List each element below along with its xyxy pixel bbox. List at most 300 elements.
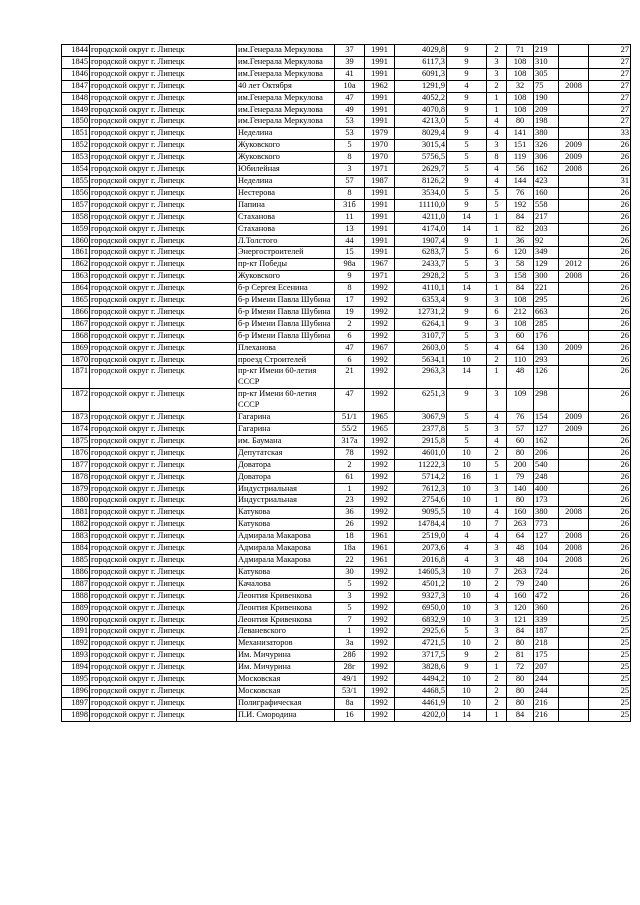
area-cell: 4468,5 <box>395 685 447 697</box>
area-cell: 6950,0 <box>395 602 447 614</box>
floors-cell: 10 <box>447 354 487 366</box>
table-row <box>62 566 631 578</box>
area-cell: 6264,1 <box>395 318 447 330</box>
apartments-cell: 76 <box>507 412 534 424</box>
table-row <box>62 104 631 116</box>
entrances-cell: 2 <box>487 650 507 662</box>
row-number-cell: 1867 <box>62 318 90 330</box>
row-number-cell: 1847 <box>62 80 90 92</box>
house-number-cell: 30 <box>335 566 365 578</box>
house-number-cell: 98а <box>335 259 365 271</box>
table-row <box>62 614 631 626</box>
apartments-cell: 48 <box>507 554 534 566</box>
area-cell: 2925,6 <box>395 626 447 638</box>
residents-cell: 558 <box>534 199 559 211</box>
entrances-cell: 3 <box>487 68 507 80</box>
table-row <box>62 495 631 507</box>
build-year-cell: 1992 <box>365 483 395 495</box>
house-number-cell: 13 <box>335 223 365 235</box>
municipality-cell: городской округ г. Липецк <box>90 271 237 283</box>
wear-percent-cell: 26 <box>589 235 631 247</box>
row-number-cell: 1849 <box>62 104 90 116</box>
table-row <box>62 92 631 104</box>
repair-year-cell <box>559 709 589 721</box>
table-row <box>62 602 631 614</box>
wear-percent-cell: 26 <box>589 435 631 447</box>
build-year-cell: 1992 <box>365 389 395 412</box>
street-cell: Плеханова <box>237 342 335 354</box>
table-body <box>62 45 631 722</box>
wear-percent-cell: 26 <box>589 271 631 283</box>
build-year-cell: 1961 <box>365 554 395 566</box>
wear-percent-cell: 26 <box>589 187 631 199</box>
repair-year-cell <box>559 602 589 614</box>
row-number-cell: 1882 <box>62 519 90 531</box>
repair-year-cell <box>559 306 589 318</box>
residents-cell: 300 <box>534 271 559 283</box>
table-row <box>62 152 631 164</box>
municipality-cell: городской округ г. Липецк <box>90 554 237 566</box>
table-row <box>62 626 631 638</box>
row-number-cell: 1895 <box>62 674 90 686</box>
apartments-cell: 57 <box>507 424 534 436</box>
table-row <box>62 56 631 68</box>
table-row <box>62 507 631 519</box>
entrances-cell: 5 <box>487 459 507 471</box>
area-cell: 5756,5 <box>395 152 447 164</box>
area-cell: 4601,0 <box>395 447 447 459</box>
street-cell: Московская <box>237 674 335 686</box>
street-cell: Полиграфическая <box>237 697 335 709</box>
street-cell: Нестерова <box>237 187 335 199</box>
row-number-cell: 1845 <box>62 56 90 68</box>
wear-percent-cell: 26 <box>589 507 631 519</box>
floors-cell: 9 <box>447 662 487 674</box>
table-row <box>62 709 631 721</box>
floors-cell: 5 <box>447 435 487 447</box>
house-number-cell: 44 <box>335 235 365 247</box>
area-cell: 4494,2 <box>395 674 447 686</box>
area-cell: 8126,2 <box>395 175 447 187</box>
build-year-cell: 1992 <box>365 626 395 638</box>
wear-percent-cell: 25 <box>589 709 631 721</box>
repair-year-cell <box>559 566 589 578</box>
row-number-cell: 1868 <box>62 330 90 342</box>
municipality-cell: городской округ г. Липецк <box>90 45 237 57</box>
residents-cell: 248 <box>534 471 559 483</box>
floors-cell: 14 <box>447 283 487 295</box>
municipality-cell: городской округ г. Липецк <box>90 223 237 235</box>
house-number-cell: 37 <box>335 45 365 57</box>
row-number-cell: 1891 <box>62 626 90 638</box>
wear-percent-cell: 26 <box>589 578 631 590</box>
wear-percent-cell: 25 <box>589 662 631 674</box>
house-number-cell: 49 <box>335 104 365 116</box>
apartments-cell: 140 <box>507 483 534 495</box>
build-year-cell: 1992 <box>365 662 395 674</box>
repair-year-cell <box>559 614 589 626</box>
street-cell: Л.Толстого <box>237 235 335 247</box>
table-row <box>62 590 631 602</box>
house-number-cell: 19 <box>335 306 365 318</box>
build-year-cell: 1970 <box>365 152 395 164</box>
repair-year-cell: 2008 <box>559 531 589 543</box>
municipality-cell: городской округ г. Липецк <box>90 199 237 211</box>
table-row <box>62 483 631 495</box>
area-cell: 2073,6 <box>395 543 447 555</box>
floors-cell: 14 <box>447 709 487 721</box>
residents-cell: 162 <box>534 435 559 447</box>
street-cell: Энергостроителей <box>237 247 335 259</box>
house-number-cell: 28г <box>335 662 365 674</box>
residents-cell: 219 <box>534 45 559 57</box>
wear-percent-cell: 26 <box>589 412 631 424</box>
street-cell: Индустриальная <box>237 483 335 495</box>
house-number-cell: 2 <box>335 318 365 330</box>
area-cell: 1291,9 <box>395 80 447 92</box>
row-number-cell: 1852 <box>62 140 90 152</box>
house-number-cell: 7 <box>335 614 365 626</box>
build-year-cell: 1992 <box>365 697 395 709</box>
apartments-cell: 119 <box>507 152 534 164</box>
street-cell: Леонтия Кривенкова <box>237 614 335 626</box>
apartments-cell: 81 <box>507 650 534 662</box>
row-number-cell: 1848 <box>62 92 90 104</box>
street-cell: Гагарина <box>237 424 335 436</box>
street-cell: Леонтия Кривенкова <box>237 602 335 614</box>
floors-cell: 9 <box>447 128 487 140</box>
municipality-cell: городской округ г. Липецк <box>90 578 237 590</box>
residents-cell: 244 <box>534 685 559 697</box>
apartments-cell: 80 <box>507 116 534 128</box>
floors-cell: 10 <box>447 590 487 602</box>
house-number-cell: 3 <box>335 590 365 602</box>
row-number-cell: 1861 <box>62 247 90 259</box>
residents-cell: 221 <box>534 283 559 295</box>
build-year-cell: 1991 <box>365 116 395 128</box>
residents-cell: 217 <box>534 211 559 223</box>
apartments-cell: 141 <box>507 128 534 140</box>
entrances-cell: 3 <box>487 271 507 283</box>
row-number-cell: 1887 <box>62 578 90 590</box>
repair-year-cell <box>559 223 589 235</box>
street-cell: Им. Мичурина <box>237 650 335 662</box>
table-row <box>62 685 631 697</box>
entrances-cell: 3 <box>487 295 507 307</box>
entrances-cell: 3 <box>487 318 507 330</box>
wear-percent-cell: 33 <box>589 128 631 140</box>
municipality-cell: городской округ г. Липецк <box>90 662 237 674</box>
entrances-cell: 3 <box>487 56 507 68</box>
apartments-cell: 263 <box>507 566 534 578</box>
apartments-cell: 200 <box>507 459 534 471</box>
residents-cell: 126 <box>534 366 559 389</box>
entrances-cell: 3 <box>487 330 507 342</box>
row-number-cell: 1864 <box>62 283 90 295</box>
street-cell: б-р Имени Павла Шубина <box>237 295 335 307</box>
table-row <box>62 662 631 674</box>
floors-cell: 10 <box>447 519 487 531</box>
apartments-cell: 108 <box>507 104 534 116</box>
house-number-cell: 5 <box>335 602 365 614</box>
floors-cell: 10 <box>447 507 487 519</box>
build-year-cell: 1971 <box>365 164 395 176</box>
apartments-cell: 121 <box>507 614 534 626</box>
street-cell: Папина <box>237 199 335 211</box>
residents-cell: 203 <box>534 223 559 235</box>
municipality-cell: городской округ г. Липецк <box>90 187 237 199</box>
area-cell: 5634,1 <box>395 354 447 366</box>
house-number-cell: 41 <box>335 68 365 80</box>
row-number-cell: 1853 <box>62 152 90 164</box>
street-cell: пр-кт Победы <box>237 259 335 271</box>
street-cell: б-р Имени Павла Шубина <box>237 318 335 330</box>
entrances-cell: 1 <box>487 235 507 247</box>
residents-cell: 198 <box>534 116 559 128</box>
row-number-cell: 1859 <box>62 223 90 235</box>
wear-percent-cell: 26 <box>589 306 631 318</box>
table-row <box>62 674 631 686</box>
house-number-cell: 8 <box>335 152 365 164</box>
row-number-cell: 1854 <box>62 164 90 176</box>
row-number-cell: 1874 <box>62 424 90 436</box>
wear-percent-cell: 25 <box>589 614 631 626</box>
street-cell: Стаханова <box>237 211 335 223</box>
residents-cell: 173 <box>534 495 559 507</box>
street-cell: Стаханова <box>237 223 335 235</box>
street-cell: Жуковского <box>237 140 335 152</box>
house-number-cell: 16 <box>335 709 365 721</box>
build-year-cell: 1992 <box>365 685 395 697</box>
table-row <box>62 519 631 531</box>
row-number-cell: 1876 <box>62 447 90 459</box>
floors-cell: 5 <box>447 116 487 128</box>
area-cell: 5714,2 <box>395 471 447 483</box>
municipality-cell: городской округ г. Липецк <box>90 685 237 697</box>
row-number-cell: 1885 <box>62 554 90 566</box>
floors-cell: 5 <box>447 424 487 436</box>
area-cell: 2928,2 <box>395 271 447 283</box>
entrances-cell: 3 <box>487 543 507 555</box>
area-cell: 4052,2 <box>395 92 447 104</box>
repair-year-cell: 2009 <box>559 140 589 152</box>
floors-cell: 10 <box>447 638 487 650</box>
entrances-cell: 6 <box>487 306 507 318</box>
floors-cell: 9 <box>447 45 487 57</box>
floors-cell: 10 <box>447 459 487 471</box>
municipality-cell: городской округ г. Липецк <box>90 259 237 271</box>
apartments-cell: 108 <box>507 92 534 104</box>
wear-percent-cell: 25 <box>589 650 631 662</box>
residents-cell: 349 <box>534 247 559 259</box>
area-cell: 14605,3 <box>395 566 447 578</box>
apartments-cell: 64 <box>507 531 534 543</box>
residents-cell: 187 <box>534 626 559 638</box>
house-number-cell: 55/2 <box>335 424 365 436</box>
entrances-cell: 2 <box>487 578 507 590</box>
build-year-cell: 1992 <box>365 495 395 507</box>
row-number-cell: 1872 <box>62 389 90 412</box>
entrances-cell: 4 <box>487 116 507 128</box>
municipality-cell: городской округ г. Липецк <box>90 590 237 602</box>
municipality-cell: городской округ г. Липецк <box>90 164 237 176</box>
row-number-cell: 1892 <box>62 638 90 650</box>
house-number-cell: 8а <box>335 697 365 709</box>
street-cell: Катукова <box>237 566 335 578</box>
table-row <box>62 187 631 199</box>
entrances-cell: 2 <box>487 697 507 709</box>
table-row <box>62 271 631 283</box>
build-year-cell: 1992 <box>365 638 395 650</box>
apartments-cell: 71 <box>507 45 534 57</box>
entrances-cell: 6 <box>487 247 507 259</box>
municipality-cell: городской округ г. Липецк <box>90 602 237 614</box>
house-number-cell: 36 <box>335 507 365 519</box>
repair-year-cell <box>559 662 589 674</box>
floors-cell: 10 <box>447 447 487 459</box>
house-number-cell: 9 <box>335 271 365 283</box>
repair-year-cell <box>559 56 589 68</box>
build-year-cell: 1992 <box>365 614 395 626</box>
apartments-cell: 263 <box>507 519 534 531</box>
area-cell: 4211,0 <box>395 211 447 223</box>
area-cell: 4029,8 <box>395 45 447 57</box>
municipality-cell: городской округ г. Липецк <box>90 175 237 187</box>
street-cell: Леонтия Кривенкова <box>237 590 335 602</box>
row-number-cell: 1880 <box>62 495 90 507</box>
floors-cell: 9 <box>447 306 487 318</box>
repair-year-cell <box>559 295 589 307</box>
apartments-cell: 108 <box>507 295 534 307</box>
entrances-cell: 2 <box>487 685 507 697</box>
entrances-cell: 2 <box>487 354 507 366</box>
entrances-cell: 3 <box>487 602 507 614</box>
entrances-cell: 2 <box>487 80 507 92</box>
row-number-cell: 1896 <box>62 685 90 697</box>
entrances-cell: 3 <box>487 424 507 436</box>
apartments-cell: 60 <box>507 435 534 447</box>
house-number-cell: 6 <box>335 330 365 342</box>
floors-cell: 9 <box>447 175 487 187</box>
area-cell: 2603,0 <box>395 342 447 354</box>
table-row <box>62 342 631 354</box>
residents-cell: 540 <box>534 459 559 471</box>
repair-year-cell <box>559 590 589 602</box>
table-row <box>62 366 631 389</box>
floors-cell: 10 <box>447 483 487 495</box>
residents-cell: 240 <box>534 578 559 590</box>
build-year-cell: 1992 <box>365 447 395 459</box>
municipality-cell: городской округ г. Липецк <box>90 566 237 578</box>
house-number-cell: 47 <box>335 92 365 104</box>
residents-cell: 162 <box>534 164 559 176</box>
wear-percent-cell: 31 <box>589 175 631 187</box>
street-cell: П.И. Смородина <box>237 709 335 721</box>
table-row <box>62 140 631 152</box>
house-number-cell: 53/1 <box>335 685 365 697</box>
repair-year-cell: 2008 <box>559 554 589 566</box>
area-cell: 3015,4 <box>395 140 447 152</box>
entrances-cell: 4 <box>487 164 507 176</box>
floors-cell: 5 <box>447 247 487 259</box>
build-year-cell: 1961 <box>365 531 395 543</box>
entrances-cell: 3 <box>487 389 507 412</box>
house-number-cell: 53 <box>335 128 365 140</box>
residents-cell: 423 <box>534 175 559 187</box>
floors-cell: 10 <box>447 602 487 614</box>
repair-year-cell: 2009 <box>559 342 589 354</box>
municipality-cell: городской округ г. Липецк <box>90 68 237 80</box>
street-cell: проезд Строителей <box>237 354 335 366</box>
residents-cell: 92 <box>534 235 559 247</box>
table-row <box>62 638 631 650</box>
residents-cell: 190 <box>534 92 559 104</box>
house-number-cell: 39 <box>335 56 365 68</box>
build-year-cell: 1991 <box>365 68 395 80</box>
floors-cell: 9 <box>447 295 487 307</box>
row-number-cell: 1897 <box>62 697 90 709</box>
apartments-cell: 160 <box>507 590 534 602</box>
row-number-cell: 1869 <box>62 342 90 354</box>
entrances-cell: 3 <box>487 140 507 152</box>
area-cell: 12731,2 <box>395 306 447 318</box>
row-number-cell: 1862 <box>62 259 90 271</box>
apartments-cell: 109 <box>507 389 534 412</box>
wear-percent-cell: 26 <box>589 283 631 295</box>
build-year-cell: 1992 <box>365 566 395 578</box>
row-number-cell: 1858 <box>62 211 90 223</box>
entrances-cell: 1 <box>487 366 507 389</box>
area-cell: 6117,3 <box>395 56 447 68</box>
repair-year-cell <box>559 283 589 295</box>
house-number-cell: 3а <box>335 638 365 650</box>
residents-cell: 380 <box>534 128 559 140</box>
area-cell: 4213,0 <box>395 116 447 128</box>
table-row <box>62 211 631 223</box>
street-cell: Доватора <box>237 471 335 483</box>
row-number-cell: 1877 <box>62 459 90 471</box>
floors-cell: 14 <box>447 223 487 235</box>
row-number-cell: 1865 <box>62 295 90 307</box>
floors-cell: 10 <box>447 697 487 709</box>
wear-percent-cell: 26 <box>589 554 631 566</box>
municipality-cell: городской округ г. Липецк <box>90 543 237 555</box>
floors-cell: 10 <box>447 674 487 686</box>
row-number-cell: 1883 <box>62 531 90 543</box>
repair-year-cell <box>559 578 589 590</box>
residents-cell: 218 <box>534 638 559 650</box>
apartments-cell: 84 <box>507 626 534 638</box>
row-number-cell: 1898 <box>62 709 90 721</box>
street-cell: б-р Имени Павла Шубина <box>237 306 335 318</box>
wear-percent-cell: 26 <box>589 389 631 412</box>
municipality-cell: городской округ г. Липецк <box>90 674 237 686</box>
street-cell: Им. Мичурина <box>237 662 335 674</box>
residents-cell: 176 <box>534 330 559 342</box>
repair-year-cell <box>559 45 589 57</box>
street-cell: Юбилейная <box>237 164 335 176</box>
apartments-cell: 120 <box>507 247 534 259</box>
repair-year-cell <box>559 674 589 686</box>
row-number-cell: 1893 <box>62 650 90 662</box>
residents-cell: 216 <box>534 697 559 709</box>
municipality-cell: городской округ г. Липецк <box>90 306 237 318</box>
repair-year-cell: 2009 <box>559 412 589 424</box>
wear-percent-cell: 26 <box>589 543 631 555</box>
area-cell: 2629,7 <box>395 164 447 176</box>
municipality-cell: городской округ г. Липецк <box>90 531 237 543</box>
residents-cell: 129 <box>534 259 559 271</box>
